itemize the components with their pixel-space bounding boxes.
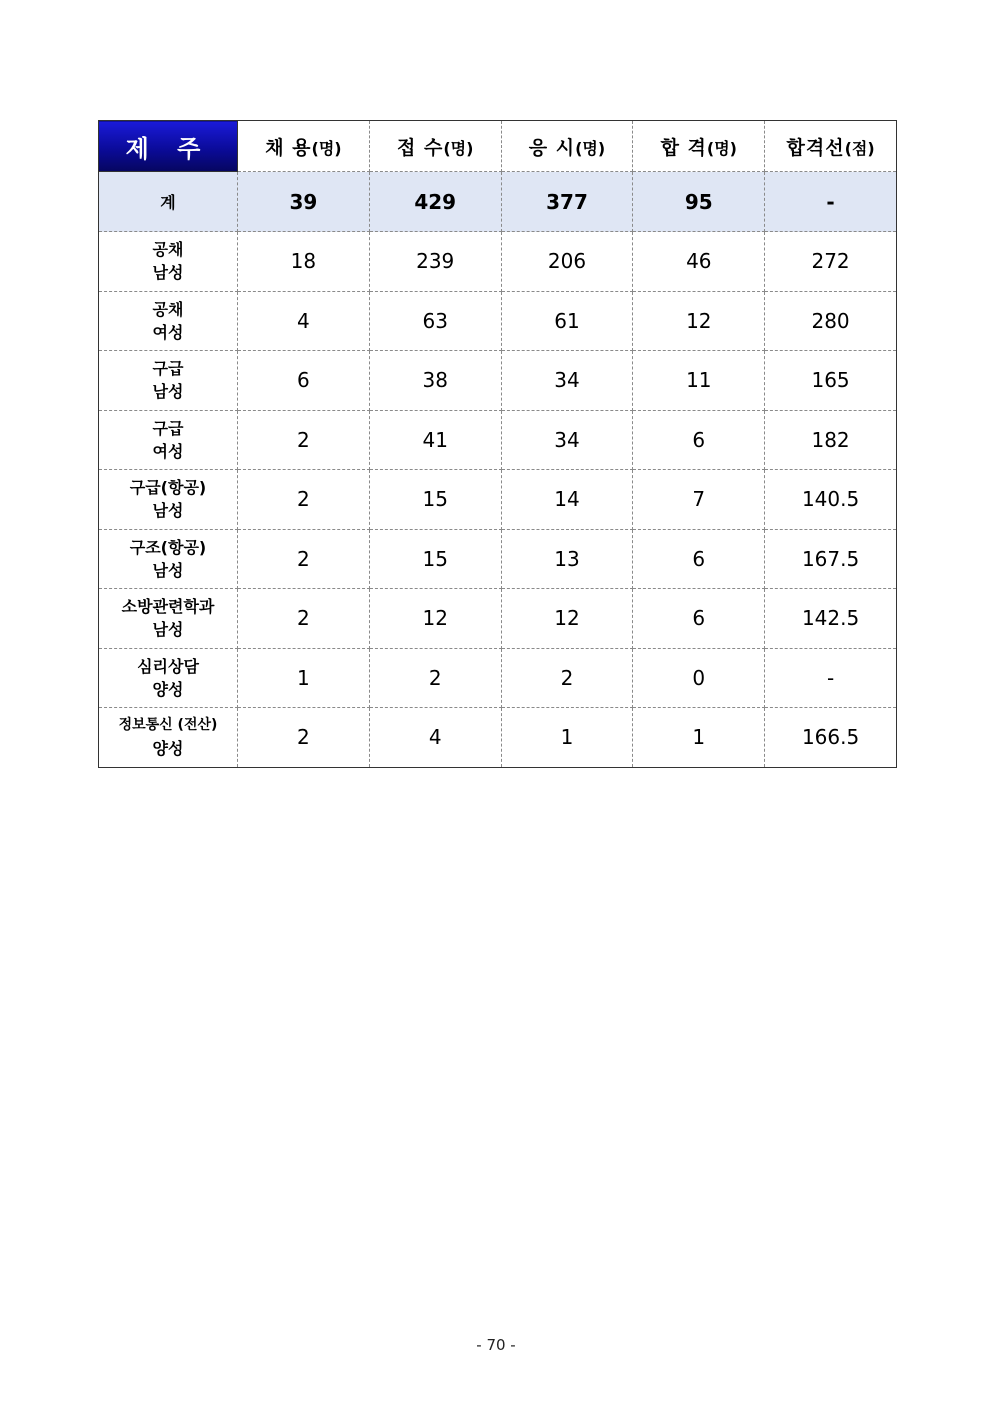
total-value: - xyxy=(765,172,897,232)
table-row xyxy=(99,648,897,708)
cell-value: 206 xyxy=(501,232,633,292)
cell-value: 2 xyxy=(238,589,370,649)
row-label: 구조(항공) 남성 xyxy=(99,529,238,589)
cell-value: 1 xyxy=(501,708,633,768)
cell-value: 0 xyxy=(633,648,765,708)
cell-value: 2 xyxy=(238,529,370,589)
cell-value: 182 xyxy=(765,410,897,470)
total-value: 377 xyxy=(501,172,633,232)
cell-value: 2 xyxy=(369,648,501,708)
table-row xyxy=(99,470,897,530)
cell-value: 2 xyxy=(238,708,370,768)
table-row xyxy=(99,410,897,470)
cell-value: 61 xyxy=(501,291,633,351)
cell-value: 2 xyxy=(238,410,370,470)
row-label: 구급(항공) 남성 xyxy=(99,470,238,530)
cell-value: 1 xyxy=(238,648,370,708)
header-cutoff: 합격선(점) xyxy=(765,121,897,172)
header-applied: 접 수(명) xyxy=(369,121,501,172)
cell-value: 12 xyxy=(633,291,765,351)
cell-value: 34 xyxy=(501,410,633,470)
header-region: 제 주 xyxy=(99,121,238,172)
cell-value: 12 xyxy=(369,589,501,649)
row-label: 공채 여성 xyxy=(99,291,238,351)
row-label: 정보통신 (전산) 양성 xyxy=(99,708,238,768)
total-value: 95 xyxy=(633,172,765,232)
cell-value: 13 xyxy=(501,529,633,589)
row-label: 공채 남성 xyxy=(99,232,238,292)
cell-value: 272 xyxy=(765,232,897,292)
cell-value: 2 xyxy=(501,648,633,708)
header-hired: 채 용(명) xyxy=(238,121,370,172)
total-value: 429 xyxy=(369,172,501,232)
total-row xyxy=(99,172,897,232)
header-passed: 합 격(명) xyxy=(633,121,765,172)
cell-value: 15 xyxy=(369,470,501,530)
page-number: - 70 - xyxy=(476,1336,516,1354)
row-label: 구급 여성 xyxy=(99,410,238,470)
cell-value: 140.5 xyxy=(765,470,897,530)
cell-value: 4 xyxy=(238,291,370,351)
cell-value: 6 xyxy=(633,589,765,649)
table-row xyxy=(99,291,897,351)
cell-value: 2 xyxy=(238,470,370,530)
cell-value: 6 xyxy=(633,529,765,589)
cell-value: 14 xyxy=(501,470,633,530)
cell-value: 4 xyxy=(369,708,501,768)
cell-value: 7 xyxy=(633,470,765,530)
header-row xyxy=(99,121,897,172)
cell-value: 1 xyxy=(633,708,765,768)
cell-value: 15 xyxy=(369,529,501,589)
table-row xyxy=(99,708,897,768)
cell-value: - xyxy=(765,648,897,708)
cell-value: 46 xyxy=(633,232,765,292)
cell-value: 18 xyxy=(238,232,370,292)
table-row xyxy=(99,232,897,292)
cell-value: 6 xyxy=(238,351,370,411)
cell-value: 165 xyxy=(765,351,897,411)
total-label: 계 xyxy=(99,172,238,232)
results-table xyxy=(98,120,897,768)
total-value: 39 xyxy=(238,172,370,232)
header-attended: 응 시(명) xyxy=(501,121,633,172)
cell-value: 142.5 xyxy=(765,589,897,649)
cell-value: 167.5 xyxy=(765,529,897,589)
row-label: 소방관련학과 남성 xyxy=(99,589,238,649)
row-label: 심리상담 양성 xyxy=(99,648,238,708)
cell-value: 34 xyxy=(501,351,633,411)
cell-value: 6 xyxy=(633,410,765,470)
cell-value: 239 xyxy=(369,232,501,292)
table-row xyxy=(99,529,897,589)
table-row xyxy=(99,589,897,649)
cell-value: 166.5 xyxy=(765,708,897,768)
cell-value: 12 xyxy=(501,589,633,649)
cell-value: 63 xyxy=(369,291,501,351)
cell-value: 41 xyxy=(369,410,501,470)
cell-value: 280 xyxy=(765,291,897,351)
cell-value: 11 xyxy=(633,351,765,411)
row-label: 구급 남성 xyxy=(99,351,238,411)
table-row xyxy=(99,351,897,411)
cell-value: 38 xyxy=(369,351,501,411)
